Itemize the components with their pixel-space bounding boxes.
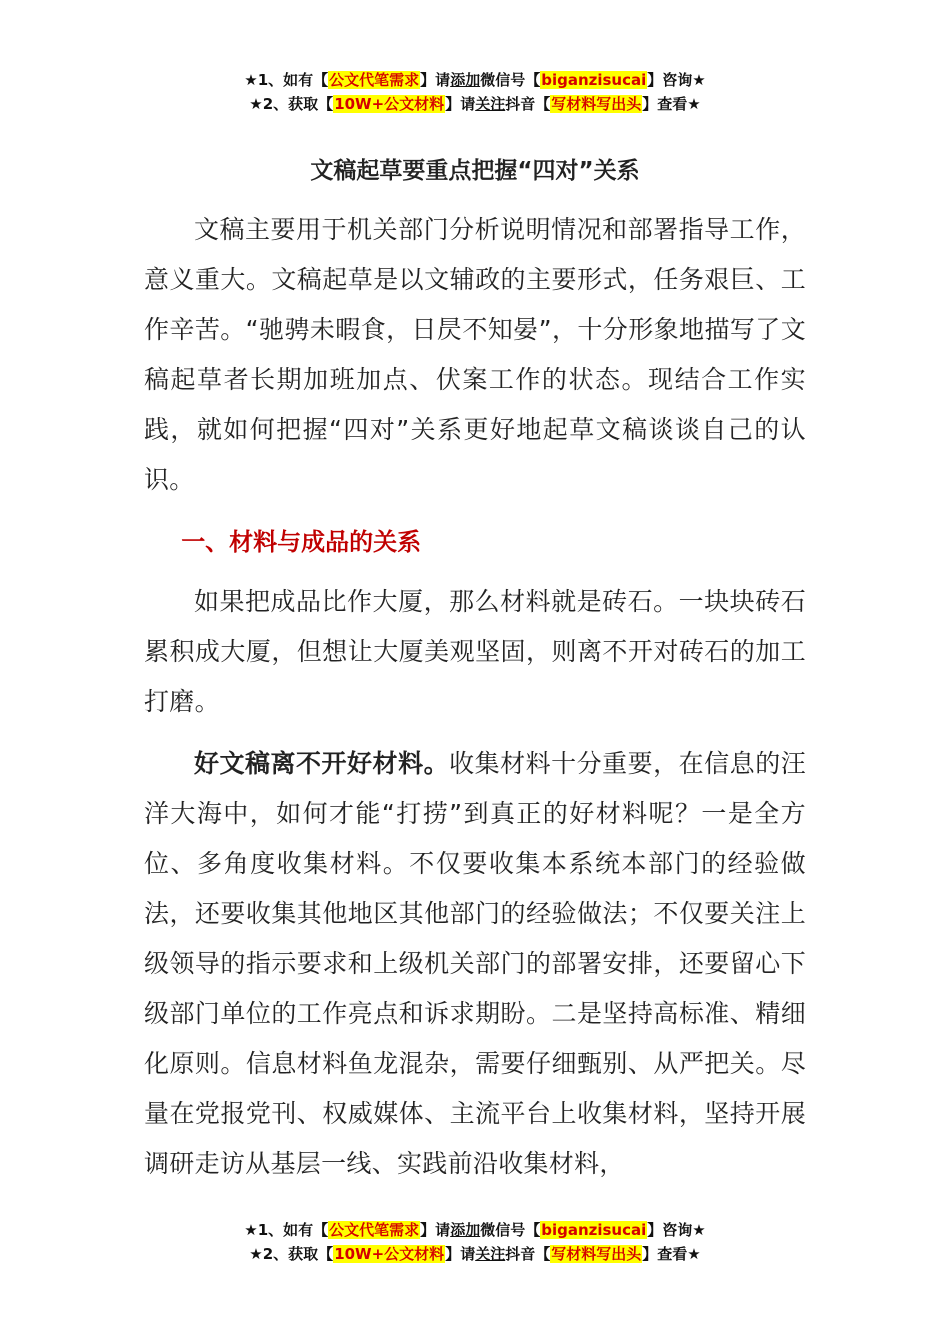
banner-line-1: ★1、如有【公文代笔需求】请添加微信号【biganzisucai】咨询★	[244, 1221, 706, 1239]
banner-line-2: ★2、获取【10W+公文材料】请关注抖音【写材料写出头】查看★	[249, 95, 701, 113]
highlight-service: 公文代笔需求	[329, 71, 420, 89]
highlight-douyin: 写材料写出头	[551, 1245, 642, 1263]
highlight-service: 公文代笔需求	[329, 1221, 420, 1239]
paragraph-materials: 好文稿离不开好材料。收集材料十分重要，在信息的汪洋大海中，如何才能“打捞”到真正的好材料呢？一是全方位、多角度收集材料。不仅要收集本系统本部门的经验做法，还要收集其他地区其他部门的经验做法；不仅要关注上级领导的指示要求和上级机关部门的部署安排，还要留心下级部门单位的工作亮点和诉求期盼。二是坚持高标准、精细化原则。信息材料鱼龙混杂，需要仔细甄别、从严把关。尽量在党报党刊、权威媒体、主流平台上收集材料，坚持开展调研走访从基层一线、实践前沿收集材料，	[144, 749, 806, 1178]
highlight-materials: 10W+公文材料	[334, 95, 445, 113]
document-title: 文稿起草要重点把握“四对”关系	[310, 158, 640, 184]
footer-banner	[0, 1218, 950, 1266]
paragraph-intro: 文稿主要用于机关部门分析说明情况和部署指导工作，意义重大。文稿起草是以文辅政的主要形式，任务艰巨、工作辛苦。“驰骋未暇食，日昃不知晏”，十分形象地描写了文稿起草者长期加班加点、伏案工作的状态。现结合工作实践，就如何把握“四对”关系更好地起草文稿谈谈自己的认识。	[144, 215, 806, 494]
header-banner	[0, 68, 950, 116]
highlight-wechat-id: biganzisucai	[541, 71, 647, 89]
document-body	[144, 205, 806, 1201]
section-heading-1: 一、材料与成品的关系	[181, 528, 422, 556]
paragraph-lead: 好文稿离不开好材料。	[194, 749, 450, 778]
banner-line-2: ★2、获取【10W+公文材料】请关注抖音【写材料写出头】查看★	[249, 1245, 701, 1263]
banner-line-1: ★1、如有【公文代笔需求】请添加微信号【biganzisucai】咨询★	[244, 71, 706, 89]
paragraph-analogy: 如果把成品比作大厦，那么材料就是砖石。一块块砖石累积成大厦，但想让大厦美观坚固，则离不开对砖石的加工打磨。	[144, 587, 806, 716]
highlight-materials: 10W+公文材料	[334, 1245, 445, 1263]
highlight-wechat-id: biganzisucai	[541, 1221, 647, 1239]
highlight-douyin: 写材料写出头	[551, 95, 642, 113]
